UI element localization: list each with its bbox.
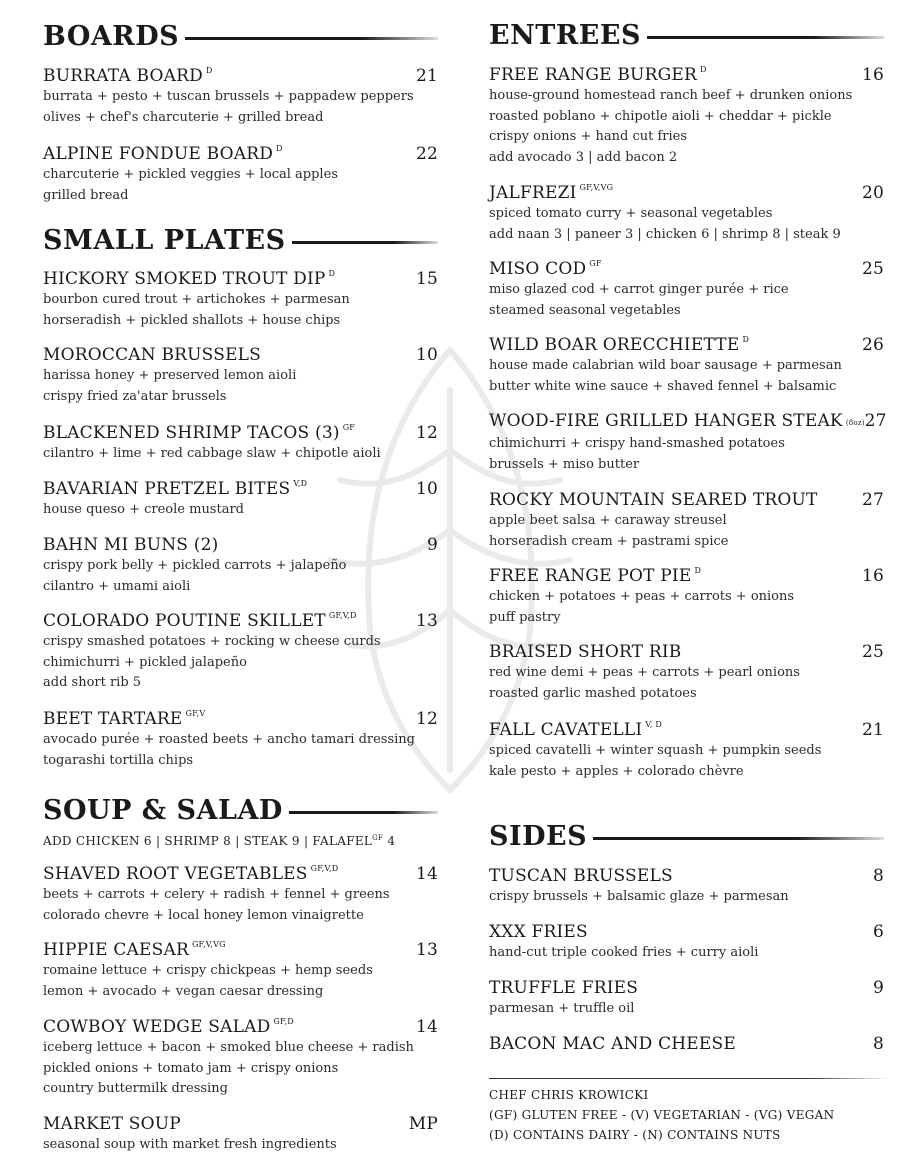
menu-item-header — [489, 719, 884, 741]
menu-item-hickory-smoked-trout-dip — [43, 268, 438, 331]
section-title-text: SMALL PLATES — [43, 225, 286, 256]
dietary-legend-line-1: (GF) GLUTEN FREE - (V) VEGETARIAN - (VG) VEGAN — [489, 1108, 835, 1122]
menu-item-header — [489, 921, 884, 943]
menu-item-name: BEET TARTARE — [43, 709, 183, 729]
menu-item-name: XXX FRIES — [489, 922, 588, 942]
menu-item-description: hand-cut triple cooked fries + curry aioli — [489, 945, 759, 960]
menu-item-description: harissa honey + preserved lemon aioli — [43, 368, 297, 383]
menu-item-description: chicken + potatoes + peas + carrots + onions — [489, 589, 795, 604]
menu-item-price: 13 — [415, 940, 438, 960]
menu-item-description: crispy smashed potatoes + rocking w cheese curds — [43, 634, 381, 649]
section-title — [489, 19, 884, 53]
menu-item-name: TUSCAN BRUSSELS — [489, 866, 673, 886]
menu-item-description: crispy onions + hand cut fries — [489, 129, 688, 144]
menu-item-description: house-ground homestead ranch beef + drunken onions — [489, 88, 853, 103]
menu-item-price: 9 — [872, 978, 884, 998]
menu-item-title — [489, 64, 707, 86]
menu-item-description: add naan 3 | paneer 3 | chicken 6 | shrimp 8 | steak 9 — [489, 226, 841, 242]
menu-item-description: butter white wine sauce + shaved fennel + balsamic — [489, 378, 837, 394]
section-soup-salad — [43, 794, 438, 848]
menu-item-header — [489, 489, 884, 511]
menu-item-name: SHAVED ROOT VEGETABLES — [43, 864, 308, 884]
menu-item-price: 12 — [415, 709, 438, 729]
menu-item-price: 20 — [861, 183, 884, 203]
menu-item-beet-tartare — [43, 708, 438, 771]
menu-item-title — [43, 478, 307, 500]
menu-item-price: 16 — [861, 566, 884, 586]
menu-item-title — [489, 719, 662, 741]
menu-item-description: miso glazed cod + carrot ginger purée + rice — [489, 282, 789, 297]
menu-item-header — [489, 258, 884, 280]
menu-item-description: pickled onions + tomato jam + crispy onions — [43, 1060, 339, 1076]
chef-name: CHEF CHRIS KROWICKI — [489, 1088, 649, 1102]
menu-item-title — [489, 182, 613, 204]
menu-item-header — [489, 641, 884, 663]
menu-item-title — [43, 708, 205, 730]
menu-footer — [489, 1078, 889, 1145]
menu-item-description: bourbon cured trout + artichokes + parmesan — [43, 292, 350, 307]
menu-item-name: HIPPIE CAESAR — [43, 940, 189, 960]
menu-item-description: charcuterie + pickled veggies + local apples — [43, 167, 338, 182]
menu-item-header — [43, 344, 438, 366]
menu-item-title — [489, 977, 638, 999]
menu-item-price: 26 — [861, 335, 884, 355]
menu-item-title — [489, 489, 818, 511]
menu-item-description: roasted poblano + chipotle aioli + cheddar + pickle — [489, 108, 832, 124]
menu-item-description: red wine demi + peas + carrots + pearl onions — [489, 665, 800, 680]
dietary-tags: GF,V,D — [328, 611, 357, 620]
dietary-tags: GF — [342, 423, 356, 432]
menu-item-name: JALFREZI — [489, 183, 577, 203]
menu-item-name: HICKORY SMOKED TROUT DIP — [43, 269, 326, 289]
menu-item-name: MOROCCAN BRUSSELS — [43, 345, 262, 365]
menu-item-description: horseradish cream + pastrami spice — [489, 533, 729, 549]
footer-divider — [489, 1078, 889, 1079]
menu-item-description: add avocado 3 | add bacon 2 — [489, 149, 678, 165]
menu-item-name: MARKET SOUP — [43, 1114, 181, 1134]
addons-text: ADD CHICKEN 6 | SHRIMP 8 | STEAK 9 | FALAFEL — [43, 834, 373, 848]
addons-price: 4 — [383, 834, 396, 848]
menu-item-moroccan-brussels — [43, 344, 438, 407]
section-rule — [647, 36, 884, 39]
section-title-text: SOUP & SALAD — [43, 795, 283, 826]
menu-item-description: add short rib 5 — [43, 675, 142, 690]
menu-item-header — [43, 143, 438, 165]
menu-item-description: avocado purée + roasted beets + ancho tamari dressing — [43, 732, 415, 747]
menu-item-bacon-mac-and-cheese — [489, 1033, 884, 1055]
menu-item-name: BRAISED SHORT RIB — [489, 642, 682, 662]
dietary-tags: GF,V — [185, 709, 206, 718]
section-boards — [43, 20, 438, 54]
menu-item-title — [43, 939, 226, 961]
menu-item-header — [43, 422, 438, 444]
dietary-tags: V,D — [293, 479, 308, 488]
menu-item-title — [489, 865, 673, 887]
menu-item-description: country buttermilk dressing — [43, 1081, 228, 1096]
section-title-text: ENTREES — [489, 20, 641, 51]
menu-item-title — [43, 65, 213, 87]
menu-item-header — [43, 939, 438, 961]
menu-item-miso-cod — [489, 258, 884, 321]
menu-item-description: house made calabrian wild boar sausage + parmesan — [489, 358, 842, 373]
menu-item-description: olives + chef's charcuterie + grilled bread — [43, 109, 324, 125]
menu-item-title — [43, 534, 218, 556]
menu-item-title — [489, 641, 681, 663]
menu-item-title — [489, 258, 602, 280]
menu-item-header — [489, 334, 884, 356]
menu-item-description: seasonal soup with market fresh ingredients — [43, 1137, 337, 1152]
menu-item-alpine-fondue-board — [43, 143, 438, 206]
menu-item-price: 15 — [415, 269, 438, 289]
menu-item-title — [43, 422, 355, 444]
menu-item-description: romaine lettuce + crispy chickpeas + hemp seeds — [43, 963, 373, 978]
menu-item-name: ROCKY MOUNTAIN SEARED TROUT — [489, 490, 818, 510]
menu-item-price: 12 — [415, 423, 438, 443]
menu-item-braised-short-rib — [489, 641, 884, 704]
menu-item-description: spiced tomato curry + seasonal vegetables — [489, 206, 773, 221]
menu-item-header — [43, 534, 438, 556]
menu-item-price: 14 — [415, 864, 438, 884]
menu-item-description: beets + carrots + celery + radish + fennel + greens — [43, 887, 390, 902]
menu-item-description: roasted garlic mashed potatoes — [489, 685, 697, 701]
menu-item-price: 6 — [872, 922, 884, 942]
menu-item-title — [489, 1033, 736, 1055]
menu-item-price: 27 — [864, 411, 887, 431]
menu-item-title — [43, 1016, 294, 1038]
menu-item-name: BAVARIAN PRETZEL BITES — [43, 479, 291, 499]
menu-item-colorado-poutine-skillet — [43, 610, 438, 694]
addons-tag: GF — [372, 834, 384, 842]
menu-item-header — [489, 977, 884, 999]
menu-item-description: colorado chevre + local honey lemon vinaigrette — [43, 907, 364, 923]
section-title — [489, 820, 884, 854]
menu-item-free-range-burger — [489, 64, 884, 168]
menu-item-wood-fire-grilled-hanger-steak — [489, 410, 887, 475]
menu-item-price: 10 — [415, 345, 438, 365]
section-rule — [185, 37, 438, 40]
menu-item-name: FREE RANGE POT PIE — [489, 566, 692, 586]
menu-item-header — [43, 1113, 438, 1135]
menu-item-name: BLACKENED SHRIMP TACOS (3) — [43, 423, 340, 443]
menu-item-header — [43, 610, 438, 632]
menu-item-description: chimichurri + crispy hand-smashed potatoes — [489, 436, 785, 451]
section-title-text: SIDES — [489, 821, 588, 852]
menu-item-name: COWBOY WEDGE SALAD — [43, 1017, 271, 1037]
menu-item-name: WILD BOAR ORECCHIETTE — [489, 335, 740, 355]
menu-item-name: FREE RANGE BURGER — [489, 65, 697, 85]
menu-item-header — [43, 268, 438, 290]
menu-item-header — [43, 1016, 438, 1038]
menu-item-description: crispy pork belly + pickled carrots + jalapeño — [43, 558, 347, 573]
section-rule — [593, 837, 884, 840]
menu-item-free-range-pot-pie — [489, 565, 884, 628]
menu-item-price: 13 — [415, 611, 438, 631]
menu-item-description: puff pastry — [489, 609, 561, 625]
menu-item-name: ALPINE FONDUE BOARD — [43, 144, 274, 164]
menu-item-description: parmesan + truffle oil — [489, 1001, 635, 1016]
menu-item-description: house queso + creole mustard — [43, 502, 244, 517]
dietary-tags: D — [328, 269, 336, 278]
menu-item-price: 10 — [415, 479, 438, 499]
menu-item-name: WOOD-FIRE GRILLED HANGER STEAK — [489, 411, 843, 431]
menu-item-name: BURRATA BOARD — [43, 66, 203, 86]
dietary-tags: D — [205, 66, 213, 75]
menu-item-rocky-mountain-seared-trout — [489, 489, 884, 552]
dietary-tags: D — [699, 65, 707, 74]
menu-item-name: FALL CAVATELLI — [489, 720, 643, 740]
menu-item-wild-boar-orecchiette — [489, 334, 884, 397]
menu-item-description: cilantro + umami aioli — [43, 578, 191, 594]
menu-item-title — [43, 1113, 181, 1135]
menu-item-header — [489, 64, 884, 86]
menu-item-title — [43, 344, 261, 366]
menu-item-description: lemon + avocado + vegan caesar dressing — [43, 983, 324, 999]
menu-item-header — [489, 565, 884, 587]
section-addons-note — [43, 834, 438, 848]
dietary-tags: D — [742, 335, 750, 344]
menu-item-price: 16 — [861, 65, 884, 85]
dietary-tags: V, D — [645, 720, 663, 729]
menu-item-description: spiced cavatelli + winter squash + pumpkin seeds — [489, 743, 822, 758]
dietary-tags: GF,V,D — [310, 864, 339, 873]
menu-item-description: cilantro + lime + red cabbage slaw + chipotle aioli — [43, 446, 381, 461]
section-title-text: BOARDS — [43, 21, 180, 52]
menu-item-cowboy-wedge-salad — [43, 1016, 438, 1100]
menu-item-title — [489, 334, 749, 356]
menu-item-description: horseradish + pickled shallots + house chips — [43, 312, 341, 328]
dietary-tags: GF,V,VG — [191, 940, 226, 949]
menu-item-jalfrezi — [489, 182, 884, 245]
menu-item-description: iceberg lettuce + bacon + smoked blue cheese + radish — [43, 1040, 414, 1055]
menu-item-title — [43, 863, 338, 885]
menu-item-name: MISO COD — [489, 259, 587, 279]
menu-item-tuscan-brussels — [489, 865, 884, 908]
menu-item-title — [43, 610, 357, 632]
menu-item-description: kale pesto + apples + colorado chèvre — [489, 763, 744, 779]
menu-item-header — [43, 65, 438, 87]
menu-item-title — [43, 268, 335, 290]
menu-item-header — [43, 708, 438, 730]
menu-item-price: 22 — [415, 144, 438, 164]
menu-item-name: BAHN MI BUNS (2) — [43, 535, 219, 555]
menu-item-title — [43, 143, 283, 165]
section-title — [43, 224, 438, 258]
menu-item-description: burrata + pesto + tuscan brussels + pappadew peppers — [43, 89, 414, 104]
menu-item-truffle-fries — [489, 977, 884, 1020]
dietary-legend-line-2: (D) CONTAINS DAIRY - (N) CONTAINS NUTS — [489, 1128, 781, 1142]
menu-item-name: BACON MAC AND CHEESE — [489, 1034, 736, 1054]
menu-item-burrata-board — [43, 65, 438, 128]
menu-item-blackened-shrimp-tacos-3 — [43, 422, 438, 465]
menu-item-price: 9 — [426, 535, 438, 555]
menu-item-price: MP — [408, 1114, 438, 1134]
menu-item-xxx-fries — [489, 921, 884, 964]
menu-item-hippie-caesar — [43, 939, 438, 1002]
menu-item-name: COLORADO POUTINE SKILLET — [43, 611, 326, 631]
menu-item-market-soup — [43, 1113, 438, 1156]
section-title — [43, 794, 438, 828]
menu-item-title — [489, 565, 701, 587]
dietary-tags: GF,V,VG — [579, 183, 614, 192]
menu-item-price: 21 — [415, 66, 438, 86]
menu-item-title — [489, 921, 588, 943]
menu-item-header — [43, 863, 438, 885]
dietary-tags: D — [276, 144, 283, 153]
menu-item-fall-cavatelli — [489, 719, 884, 782]
dietary-tags: GF,D — [273, 1017, 294, 1026]
menu-item-header — [489, 182, 884, 204]
menu-item-price: 21 — [861, 720, 884, 740]
menu-item-header — [489, 1033, 884, 1055]
menu-item-header — [489, 865, 884, 887]
menu-item-description: brussels + miso butter — [489, 456, 640, 472]
menu-item-price: 8 — [872, 1034, 884, 1054]
menu-item-price: 27 — [861, 490, 884, 510]
menu-item-price: 25 — [861, 259, 884, 279]
dietary-tags: GF — [589, 259, 602, 268]
section-rule — [289, 811, 438, 814]
menu-item-shaved-root-vegetables — [43, 863, 438, 926]
menu-item-description: grilled bread — [43, 187, 129, 203]
menu-item-description: apple beet salsa + caraway streusel — [489, 513, 727, 528]
section-small-plates — [43, 224, 438, 258]
section-sides — [489, 820, 884, 854]
menu-item-bahn-mi-buns-2 — [43, 534, 438, 597]
portion-note: (8oz) — [845, 419, 865, 427]
menu-item-price: 14 — [415, 1017, 438, 1037]
menu-item-description: crispy brussels + balsamic glaze + parmesan — [489, 889, 789, 904]
menu-item-header — [489, 410, 887, 434]
menu-item-description: chimichurri + pickled jalapeño — [43, 654, 247, 670]
section-rule — [292, 241, 438, 244]
menu-item-header — [43, 478, 438, 500]
section-entrees — [489, 19, 884, 53]
menu-item-bavarian-pretzel-bites — [43, 478, 438, 521]
menu-item-price: 25 — [861, 642, 884, 662]
menu-item-description: togarashi tortilla chips — [43, 752, 194, 768]
menu-item-description: steamed seasonal vegetables — [489, 302, 681, 318]
menu-item-title — [489, 410, 865, 434]
menu-item-description: crispy fried za'atar brussels — [43, 388, 227, 404]
dietary-tags: D — [694, 566, 702, 575]
menu-item-price: 8 — [872, 866, 884, 886]
menu-item-name: TRUFFLE FRIES — [489, 978, 639, 998]
section-title — [43, 20, 438, 54]
